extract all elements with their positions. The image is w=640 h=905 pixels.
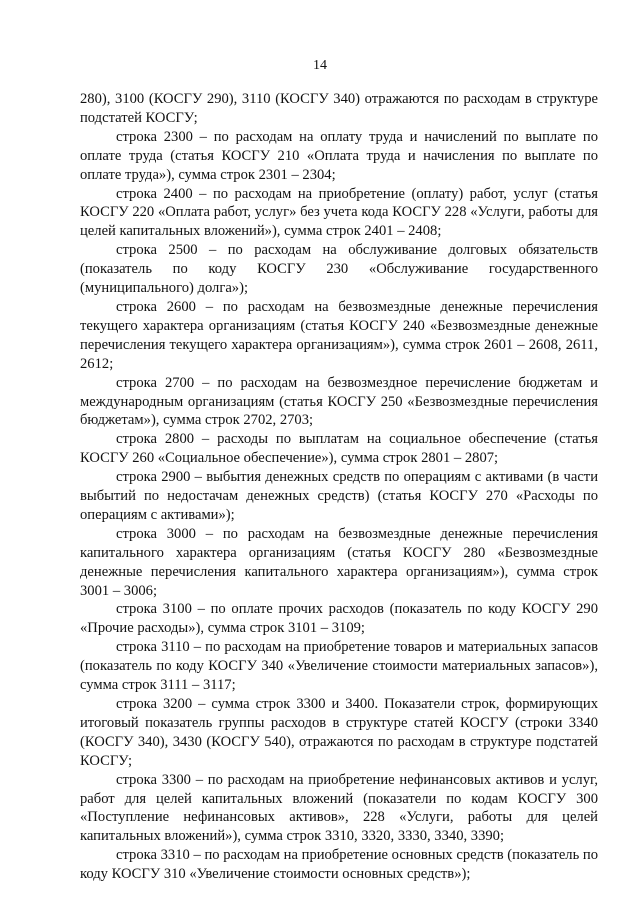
paragraph-line-3110: строка 3110 – по расходам на приобретение товаров и материальных запасов (показатель по коду КОСГУ 340 «Увеличение стоимости материальных запасов»), сумма строк 3111 – 3117;: [80, 639, 598, 694]
paragraph-line-3100: строка 3100 – по оплате прочих расходов (показатель по коду КОСГУ 290 «Прочие расходы»), сумма строк 3101 – 3109;: [80, 601, 598, 637]
paragraph-line-3200: строка 3200 – сумма строк 3300 и 3400. Показатели строк, формирующих итоговый показатель группы расходов в структуре статей КОСГУ (строки 3340 (КОСГУ 340), 3430 (КОСГУ 540), отражаются по расходам в структуре подстатей КОСГУ;: [80, 696, 598, 769]
page-number: 14: [313, 58, 327, 73]
paragraph-continuation: 280), 3100 (КОСГУ 290), 3110 (КОСГУ 340) отражаются по расходам в структуре подстатей КОСГУ;: [80, 91, 598, 126]
paragraph-line-2400: строка 2400 – по расходам на приобретение (оплату) работ, услуг (статья КОСГУ 220 «Оплата работ, услуг» без учета кода КОСГУ 228 «Услуги, работы для целей капитальных вложений»), сумма строк 2401 – 2408;: [80, 185, 598, 240]
paragraph-line-2900: строка 2900 – выбытия денежных средств по операциям с активами (в части выбытий по недостачам денежных средств) (статья КОСГУ 270 «Расходы по операциям с активами»);: [80, 469, 598, 523]
paragraph-line-2500: строка 2500 – по расходам на обслуживание долговых обязательств (показатель по коду КОСГУ 230 «Обслуживание государственного (муниципального) долга»);: [80, 242, 598, 297]
document-body: [80, 90, 598, 884]
paragraph-line-3310: строка 3310 – по расходам на приобретение основных средств (показатель по коду КОСГУ 310 «Увеличение стоимости основных средств»);: [80, 847, 598, 883]
paragraph-line-2800: строка 2800 – расходы по выплатам на социальное обеспечение (статья КОСГУ 260 «Социальное обеспечение»), сумма строк 2801 – 2807;: [80, 431, 598, 467]
paragraph-line-2600: строка 2600 – по расходам на безвозмездные денежные перечисления текущего характера организациям (статья КОСГУ 240 «Безвозмездные денежные перечисления текущего характера организациям»), сумма строк 2601 – 2608, 2611, 2612;: [80, 298, 598, 372]
paragraph-line-2300: строка 2300 – по расходам на оплату труда и начислений по выплате по оплате труда (статья КОСГУ 210 «Оплата труда и начисления по выплате по оплате труда»), сумма строк 2301 – 2304;: [80, 128, 598, 183]
paragraph-line-3000: строка 3000 – по расходам на безвозмездные денежные перечисления капитального характера организациям (статья КОСГУ 280 «Безвозмездные денежные перечисления капитального характера организациям»), сумма строк 3001 – 3006;: [80, 525, 598, 599]
paragraph-line-2700: строка 2700 – по расходам на безвозмездное перечисление бюджетам и международным организациям (статья КОСГУ 250 «Безвозмездные перечисления бюджетам»), сумма строк 2702, 2703;: [80, 374, 598, 429]
paragraph-line-3300: строка 3300 – по расходам на приобретение нефинансовых активов и услуг, работ для целей капитальных вложений (показатели по кодам КОСГУ 300 «Поступление нефинансовых активов», 228 «Услуги, работы для целей капитальных вложений»), сумма строк 3310, 3320, 3330, 3340, 3390;: [80, 771, 598, 845]
